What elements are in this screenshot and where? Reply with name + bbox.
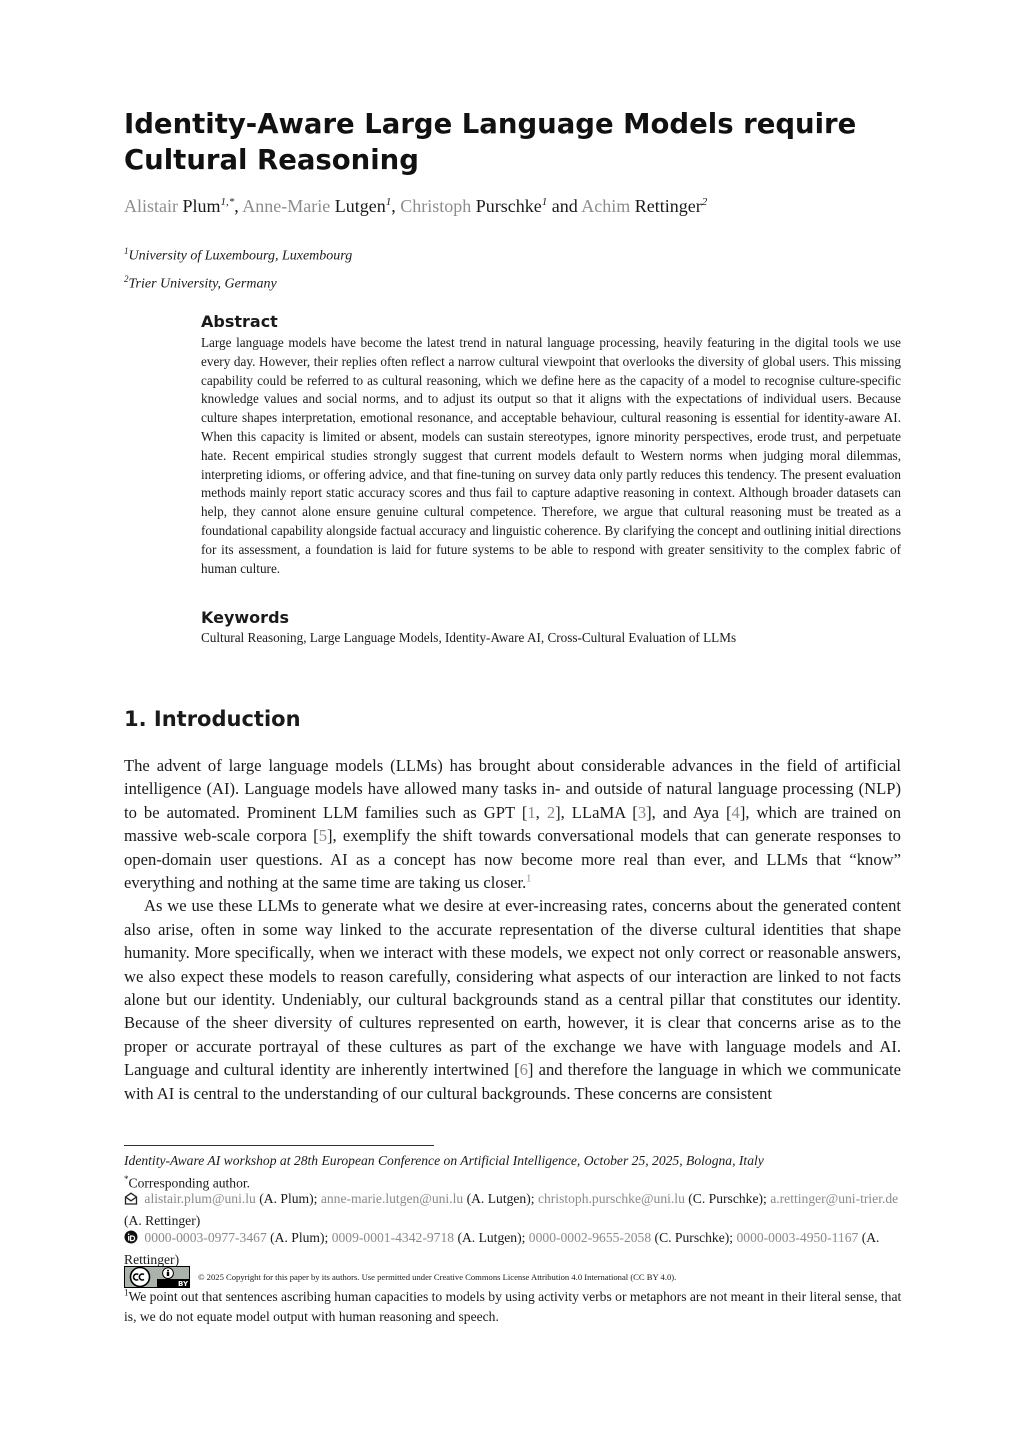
paragraph-2: As we use these LLMs to generate what we desire at ever-increasing rates, concerns about the generated content also arise, often in some way linked to the accurate representation of the diverse cultural identities that shape humanity. More specifically, when we interact with these models, we expect not only correct or reasonable answers, we also expect these models to reason carefully, considering what aspects of our interaction are linked to not facts alone but our identity. Undeniably, our cultural backgrounds stand as a central pillar that constitutes our identity. Because of the sheer diversity of cultures represented on earth, however, it is clear that concerns arise as to the proper or accurate portrayal of these cultures as part of the exchange we have with language models and AI. Language and cultural identity are inherently intertwined [6] and therefore the language in which we communicate with AI is central to the understanding of our cultural backgrounds. These concerns are consistent	[124, 896, 901, 1103]
footnote-emails	[124, 1189, 904, 1230]
email-owner: (C. Purschke);	[684, 1191, 771, 1206]
body-text	[124, 754, 901, 1105]
author-affiliation-mark: 1	[541, 196, 548, 208]
orcid-link[interactable]: 0000-0003-4950-1167	[736, 1230, 859, 1245]
affiliation-text: University of Luxembourg, Luxembourg	[128, 248, 353, 264]
paragraph-1: The advent of large language models (LLMs) has brought about considerable advances in the field of artificial intelligence (AI). Language models have allowed many tasks in- and outside of natural language processing (NLP) to be automated. Prominent LLM families such as GPT [1, 2], LLaMA [3], and Aya [4], which are trained on massive web-scale corpora [5], exemplify the shift towards conversational models that can generate responses to open-domain user questions. AI as a concept has now become more real than ever, and LLMs that “know” everything and nothing at the same time are taking us closer.$^1$	[124, 756, 902, 893]
citation-link[interactable]: 5	[318, 826, 327, 846]
email-link[interactable]: alistair.plum@uni.lu	[144, 1191, 256, 1206]
citation-link[interactable]: 3	[637, 802, 647, 822]
orcid-link[interactable]: 0000-0003-0977-3467	[144, 1230, 267, 1245]
affiliation-mark: 1	[124, 246, 129, 256]
footnote-rule	[124, 1145, 434, 1146]
keywords-text: Cultural Reasoning, Large Language Models, Identity-Aware AI, Cross-Cultural Evaluation of LLMs	[201, 630, 737, 645]
author-list	[124, 196, 707, 217]
author-given-name: Alistair	[124, 196, 183, 216]
author-affiliation-mark: 2	[701, 196, 708, 208]
affiliation	[124, 240, 352, 268]
footnote-orcids	[124, 1228, 904, 1269]
email-owner: (A. Rettinger)	[124, 1212, 201, 1228]
cc-badge-text: BY	[178, 1279, 189, 1288]
orcid-link[interactable]: 0009-0001-4342-9718	[331, 1230, 455, 1245]
email-link[interactable]: a.rettinger@uni-trier.de	[770, 1191, 899, 1206]
author-family-name: Lutgen	[334, 196, 386, 216]
citation-link[interactable]: 6	[519, 1060, 528, 1080]
license-text: © 2025 Copyright for this paper by its authors. Use permitted under Creative Commons License Attribution 4.0 International (CC BY 4.0).	[198, 1272, 677, 1282]
author-separator: ,	[234, 196, 243, 216]
license-row	[124, 1265, 676, 1289]
footnote-link[interactable]: 1	[526, 873, 532, 885]
orcid-owner: (A. Lutgen);	[454, 1230, 529, 1245]
orcid-link[interactable]: 0000-0002-9655-2058	[528, 1230, 652, 1245]
affiliation-list	[124, 240, 352, 295]
envelope-icon	[124, 1191, 138, 1211]
author-given-name: Anne-Marie	[242, 196, 335, 216]
email-link[interactable]: anne-marie.lutgen@uni.lu	[320, 1191, 464, 1206]
corresponding-text: Corresponding author.	[128, 1175, 251, 1191]
email-owner: (A. Lutgen);	[463, 1191, 538, 1206]
footnote-1	[124, 1287, 904, 1327]
affiliation-mark: 2	[124, 273, 129, 284]
orcid-icon	[124, 1230, 138, 1250]
orcid-owner: (C. Purschke);	[651, 1230, 737, 1245]
email-owner: (A. Plum);	[255, 1191, 321, 1206]
orcid-owner: (A. Plum);	[266, 1230, 332, 1245]
paper-title: Identity-Aware Large Language Models require Cultural Reasoning	[124, 108, 857, 176]
author-affiliation-mark: 1	[385, 196, 392, 208]
citation-link[interactable]: 1	[527, 802, 536, 822]
citation-link[interactable]: 4	[731, 802, 740, 822]
author-family-name: Plum	[182, 196, 221, 216]
footnote-1-mark: 1	[124, 1287, 129, 1298]
cc-by-badge-icon	[124, 1266, 190, 1288]
author-given-name: Christoph	[400, 196, 476, 216]
citation-link[interactable]: 2	[546, 802, 556, 822]
author-affiliation-mark: 1,*	[220, 196, 235, 208]
corresponding-mark: *	[124, 1174, 129, 1184]
author-separator: ,	[391, 196, 401, 216]
keywords-heading: Keywords	[201, 608, 290, 627]
author-family-name: Purschke	[475, 196, 542, 216]
abstract-text: Large language models have become the latest trend in natural language processing, heavily featuring in the digital tools we use every day. However, their replies often reflect a narrow cultural viewpoint that overlooks the diversity of global users. This missing capability could be referred to as cultural reasoning, which we define here as the capacity of a model to recognise culture-specific knowledge values and social norms, and to adjust its output so that it aligns with the expectations of individual users. Because culture shapes interpretation, emotional resonance, and acceptable behaviour, cultural reasoning is essential for identity-aware AI. When this capacity is limited or absent, models can sustain stereotypes, ignore minority perspectives, erode trust, and perpetuate hate. Recent empirical studies strongly suggest that current models default to Western norms when judging moral dilemmas, interpreting idioms, or offering advice, and that fine-tuning on survey data only partly reduces this tendency. The present evaluation methods mainly report static accuracy scores and thus fail to capture adaptive reasoning in context. Although broader datasets can help, they cannot alone ensure genuine cultural competence. Therefore, we argue that cultural reasoning must be treated as a foundational capability alongside factual accuracy and linguistic coherence. By clarifying the concept and outlining initial directions for its assessment, a foundation is laid for future systems to be able to respond with greater sensitivity to the complex fabric of human culture.	[201, 335, 901, 576]
orcid-owner: (A. Rettinger)	[124, 1230, 880, 1267]
author-separator: and	[547, 196, 582, 216]
footnote-venue: Identity-Aware AI workshop at 28th European Conference on Artificial Intelligence, October 25, 2025, Bologna, Italy	[124, 1153, 764, 1168]
abstract-heading: Abstract	[201, 312, 278, 331]
email-link[interactable]: christoph.purschke@uni.lu	[537, 1191, 685, 1206]
affiliation-text: Trier University, Germany	[128, 276, 277, 292]
author-family-name: Rettinger	[634, 196, 702, 216]
author-given-name: Achim	[581, 196, 635, 216]
affiliation	[124, 268, 352, 296]
footnote-1-text: We point out that sentences ascribing human capacities to models by using activity verbs or metaphors are not meant in their literal sense, that is, we do not equate model output with human reasoning and speech.	[124, 1289, 902, 1324]
section-heading-introduction: 1. Introduction	[124, 707, 301, 731]
